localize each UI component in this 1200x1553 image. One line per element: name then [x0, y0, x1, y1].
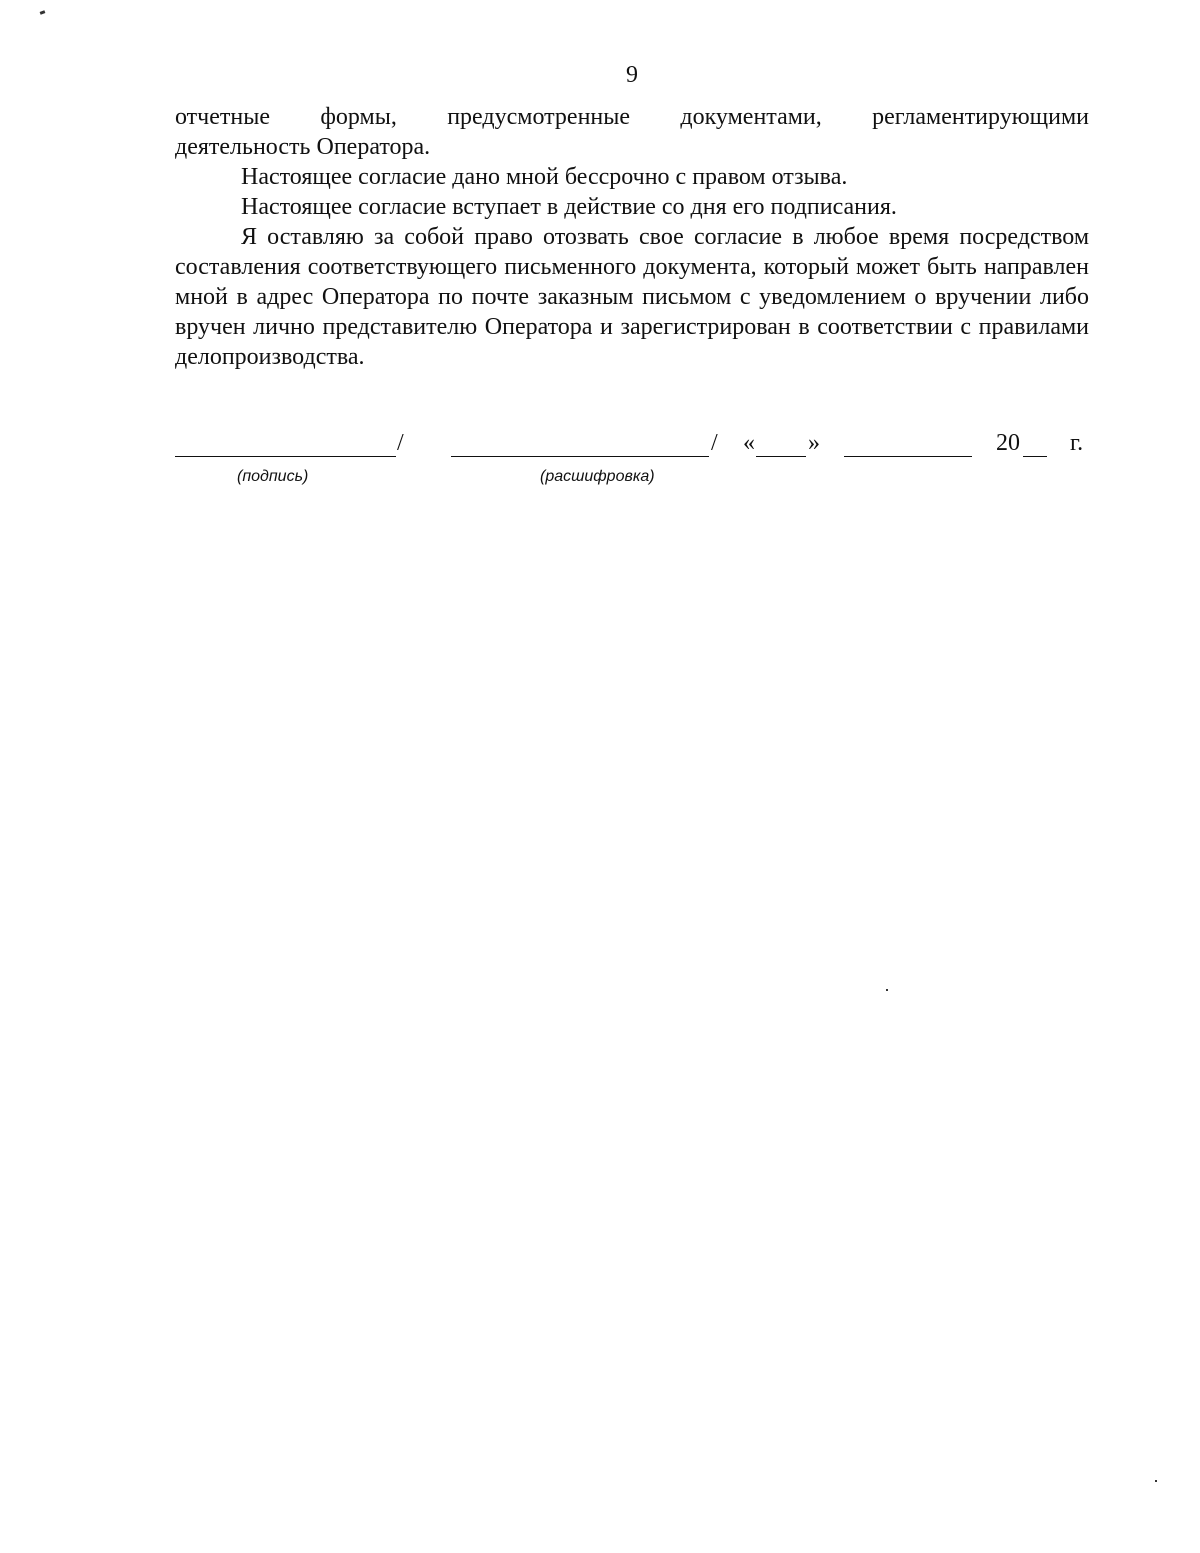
scan-speck — [886, 989, 888, 991]
month-line[interactable] — [844, 456, 972, 457]
paragraph-effective: Настоящее согласие вступает в действие со дня его подписания. — [241, 194, 897, 220]
day-quote-close: » — [808, 430, 820, 456]
decoding-caption: (расшифровка) — [540, 468, 655, 485]
paragraph-continuation-end: деятельность Оператора. — [175, 134, 431, 160]
signature-slash: / — [397, 430, 404, 456]
paragraph-term: Настоящее согласие дано мной бессрочно с правом отзыва. — [241, 164, 848, 190]
page-number: 9 — [626, 62, 638, 88]
paragraph-continuation-line: отчетные формы, предусмотренные документами, регламентирующими — [175, 104, 1089, 130]
decoding-line[interactable] — [451, 456, 709, 457]
paragraph-revocation: Я оставляю за собой право отозвать свое согласие в любое время посредством составления соответствующего письменного документа, который может быть направлен мной в адрес Оператора по почте заказным письмом с уведомлением о вручении либо вручен лично представителю Оператора и зарегистрирован в соответствии с правилами делопроизводства. — [175, 224, 1089, 370]
day-line[interactable] — [756, 456, 806, 457]
year-suffix: г. — [1070, 430, 1084, 456]
decoding-slash: / — [711, 430, 718, 456]
consent-text — [175, 102, 1089, 372]
scan-speck — [1155, 1480, 1157, 1482]
scan-speck — [40, 10, 46, 15]
day-quote-open: « — [743, 430, 755, 456]
signature-caption: (подпись) — [237, 468, 309, 485]
year-prefix: 20 — [996, 430, 1020, 456]
signature-line[interactable] — [175, 456, 396, 457]
year-line[interactable] — [1023, 456, 1047, 457]
